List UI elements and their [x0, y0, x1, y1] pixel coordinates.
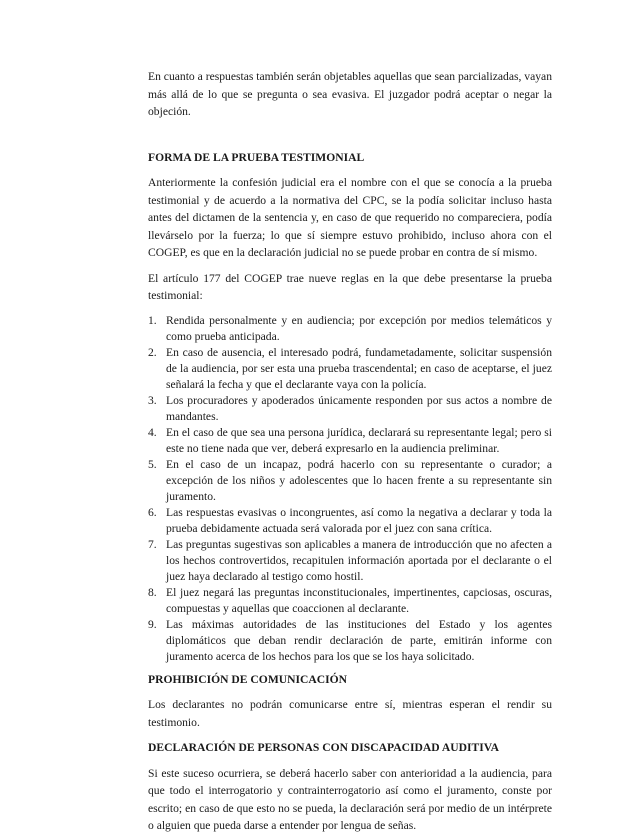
list-text: En caso de ausencia, el interesado podrá, fundametadamente, solicitar suspensión de la audiencia, por ser esta una prueba trascendental; en caso de aceptarse, el juez señalará la fecha y que el declarante vaya con la policía.	[166, 345, 552, 391]
list-number: 4.	[148, 425, 157, 439]
list-item	[148, 585, 552, 617]
list-item	[148, 537, 552, 585]
list-number: 8.	[148, 585, 157, 599]
section-heading-discapacidad: DECLARACIÓN DE PERSONAS CON DISCAPACIDAD AUDITIVA	[148, 741, 499, 754]
list-number: 5.	[148, 457, 157, 471]
document-page	[148, 68, 552, 835]
paragraph-prohibicion: Los declarantes no podrán comunicarse entre sí, mientras esperan el rendir su testimonio.	[148, 698, 552, 729]
list-text: Los procuradores y apoderados únicamente responden por sus actos a nombre de mandantes.	[166, 393, 552, 423]
section-heading-prohibicion: PROHIBICIÓN DE COMUNICACIÓN	[148, 672, 348, 686]
list-item	[148, 505, 552, 537]
paragraph-confesion: Anteriormente la confesión judicial era el nombre con el que se conocía a la prueba testimonial y de acuerdo a la normativa del CPC, se la podía solicitar incluso hasta antes del dictamen de la sentencia y, en caso de que requerido no compareciera, podía llevárselo por la fuerza; lo que sí siempre estuvo prohibido, incluso ahora con el COGEP, es que en la declaración judicial no se puede probar en contra de sí mismo.	[148, 176, 552, 259]
list-text: Rendida personalmente y en audiencia; por excepción por medios telemáticos y como prueba anticipada.	[166, 313, 552, 343]
list-number: 3.	[148, 393, 157, 407]
list-number: 6.	[148, 505, 157, 519]
rules-list	[148, 313, 552, 665]
paragraph-articulo-177: El artículo 177 del COGEP trae nueve reglas en la que debe presentarse la prueba testimonial:	[148, 271, 552, 302]
list-text: Las respuestas evasivas o incongruentes, así como la negativa a declarar y toda la prueba debidamente actuada será valorada por el juez con sana crítica.	[166, 505, 552, 535]
list-number: 9.	[148, 617, 157, 631]
list-number: 1.	[148, 313, 157, 327]
list-item	[148, 393, 552, 425]
list-item	[148, 313, 552, 345]
intro-paragraph: En cuanto a respuestas también serán objetables aquellas que sean parcializadas, vayan más allá de lo que se pregunta o sea evasiva. El juzgador podrá aceptar o negar la objeción.	[148, 70, 552, 118]
list-number: 7.	[148, 537, 157, 551]
list-text: Las preguntas sugestivas son aplicables a manera de introducción que no afecten a los hechos controvertidos, recapitulen información aportada por el declarante o el juez haya declarado al testigo como hostil.	[166, 537, 552, 583]
list-item	[148, 617, 552, 665]
list-text: Las máximas autoridades de las instituciones del Estado y los agentes diplomáticos que deban rendir declaración de parte, emitirán informe con juramento acerca de los hechos para los que se los haya solicitado.	[166, 617, 552, 663]
list-item	[148, 457, 552, 505]
list-number: 2.	[148, 345, 157, 359]
list-text: En el caso de un incapaz, podrá hacerlo con su representante o curador; a excepción de los niños y adolescentes que lo hacen frente a su representante sin juramento.	[166, 457, 552, 503]
list-text: En el caso de que sea una persona jurídica, declarará su representante legal; pero si este no tiene nada que ver, deberá expresarlo en la audiencia preliminar.	[166, 425, 552, 455]
paragraph-discapacidad: Si este suceso ocurriera, se deberá hacerlo saber con anterioridad a la audiencia, para que todo el interrogatorio y contrainterrogatorio así como el juramento, conste por escrito; en caso de que esto no se pueda, la declaración será por medio de un intérprete o alguien que pueda darse a entender por lengua de señas.	[148, 766, 552, 832]
list-text: El juez negará las preguntas inconstitucionales, impertinentes, capciosas, oscuras, compuestas y aquellas que coaccionen al declarante.	[166, 585, 552, 615]
list-item	[148, 345, 552, 393]
list-item	[148, 425, 552, 457]
section-heading-forma: FORMA DE LA PRUEBA TESTIMONIAL	[148, 150, 365, 164]
